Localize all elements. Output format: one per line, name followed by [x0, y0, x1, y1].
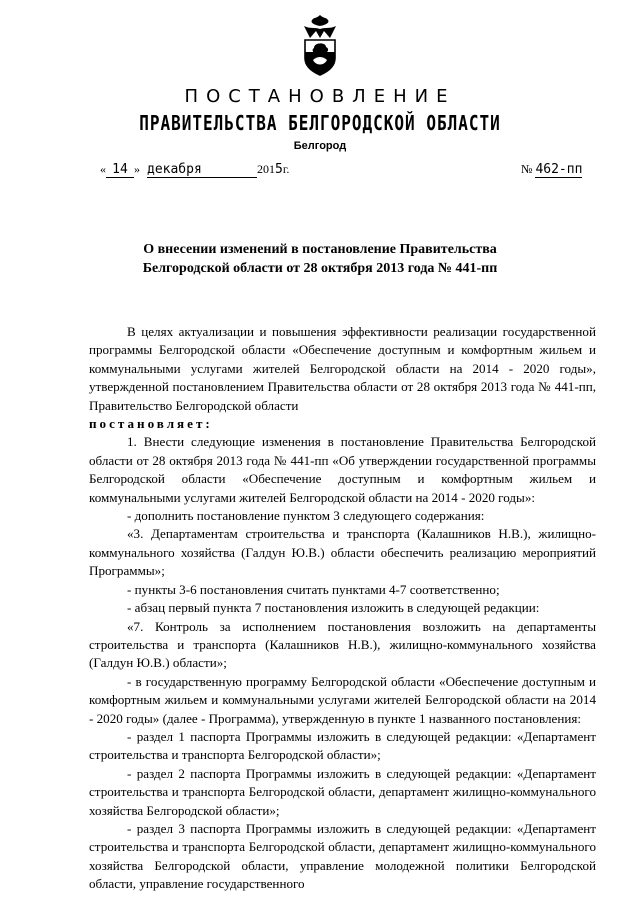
paragraph-program-changes: - в государственную программу Белгородской области «Обеспечение доступным и комфортным жильем и коммунальными услугами жителей Белгородской области на 2014 - 2020 годы» (далее - Программа), утвержденную в пункте 1 названного постановления:: [89, 673, 596, 726]
date-day: 14: [106, 163, 134, 178]
subject-line-1: О внесении изменений в постановление Правительства: [143, 242, 497, 257]
paragraph-section-1: - раздел 1 паспорта Программы изложить в следующей редакции: «Департамент строительства и транспорта Белгородской области»;: [89, 728, 596, 763]
paragraph-preamble: В целях актуализации и повышения эффективности реализации государственной программы Белгородской области «Обеспечение доступным и комфортным жильем и коммунальными услугами жителей Белгородской области на 2014 - 2020 годы», утвержденной постановлением Правительства области от 28 октября 2013 года № 441-пп, Правительство Белгородской области: [89, 324, 596, 413]
document-type-title: ПОСТАНОВЛЕНИЕ: [184, 86, 456, 107]
paragraph-section-2: - раздел 2 паспорта Программы изложить в следующей редакции: «Департамент строительства и транспорта Белгородской области, департамент жилищно-коммунального хозяйства Белгородской области»;: [89, 765, 596, 818]
number-label: №: [521, 162, 533, 176]
resolves-word: [89, 415, 596, 433]
document-subject: [90, 240, 550, 278]
date-close-quote: »: [134, 162, 140, 176]
document-number: [521, 162, 582, 177]
paragraph-item-7-text: «7. Контроль за исполнением постановления возложить на департаменты строительства и транспорта (Калашников Н.В.), жилищно-коммунального хозяйства (Галдун Ю.В.) области»;: [89, 618, 596, 671]
date-year-prefix: 201: [257, 162, 275, 176]
date-year-digit: 5: [275, 162, 283, 177]
date-month: декабря: [147, 163, 257, 178]
paragraph-item-1: 1. Внести следующие изменения в постановление Правительства Белгородской области от 28 октября 2013 года № 441-пп «Об утверждении государственной программы Белгородской области «Обеспечение доступным и комфортным жильем и коммунальными услугами жителей Белгородской области на 2014 - 2020 годы»:: [89, 434, 596, 505]
number-value: 462-пп: [535, 162, 583, 177]
coat-of-arms-icon: [302, 14, 338, 76]
city-name: Белгород: [293, 140, 347, 152]
resolves-label: постановляет:: [89, 416, 213, 432]
document-body: [89, 323, 596, 894]
date-open-quote: «: [100, 162, 106, 176]
paragraph-renumber: - пункты 3-6 постановления считать пунктами 4-7 соответственно;: [127, 581, 500, 597]
paragraph-item-3-text: «3. Департаментам строительства и транспорта (Калашников Н.В.), жилищно-коммунального хозяйства (Галдун Ю.В.) области обеспечить реализацию мероприятий Программы»;: [89, 526, 596, 579]
subject-line-2: Белгородской области от 28 октября 2013 года № 441-пп: [142, 261, 498, 276]
paragraph-item-7-intro: - абзац первый пункта 7 постановления изложить в следующей редакции:: [127, 600, 540, 616]
issuing-authority: ПРАВИТЕЛЬСТВА БЕЛГОРОДСКОЙ ОБЛАСТИ: [139, 111, 501, 135]
date-year-suffix: г.: [282, 162, 290, 176]
paragraph-add-item-3: - дополнить постановление пунктом 3 следующего содержания:: [127, 508, 485, 524]
document-date: [100, 162, 289, 178]
paragraph-section-3: - раздел 3 паспорта Программы изложить в следующей редакции: «Департамент строительства и транспорта Белгородской области, департамент жилищно-коммунального хозяйства Белгородской области, управление молодежной политики Белгородской области, управление государственного: [89, 820, 596, 892]
